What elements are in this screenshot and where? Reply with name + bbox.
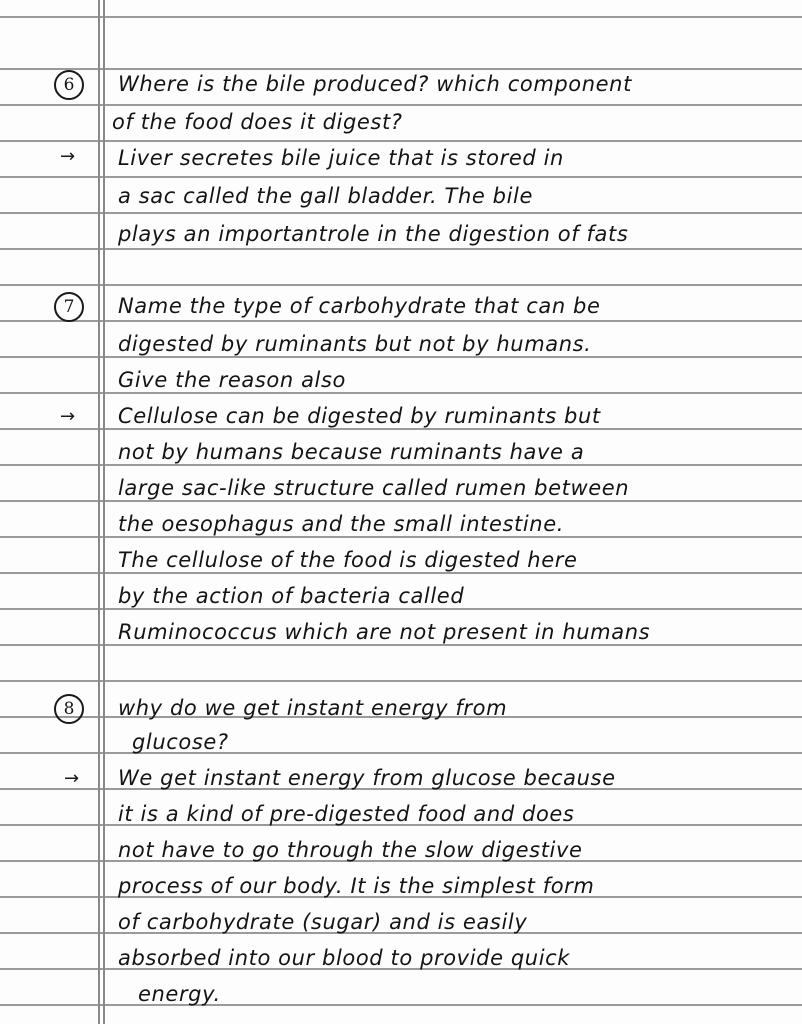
answer-7-line-7: Ruminococcus which are not present in humans (118, 620, 651, 644)
margin-line (98, 0, 100, 1024)
answer-6-line-3: plays an importantrole in the digestion of fats (118, 222, 629, 246)
answer-7-line-4: the oesophagus and the small intestine. (118, 512, 565, 536)
answer-7-line-1: Cellulose can be digested by ruminants but (118, 404, 601, 428)
question-number-6: 6 (54, 70, 84, 100)
answer-8-line-6: absorbed into our blood to provide quick (118, 946, 571, 970)
answer-8-line-2: it is a kind of pre-digested food and does (118, 802, 575, 826)
question-7-line-1: Name the type of carbohydrate that can be (118, 294, 601, 318)
answer-7-line-3: large sac-like structure called rumen between (118, 476, 630, 500)
answer-6-line-2: a sac called the gall bladder. The bile (118, 184, 533, 208)
question-7-line-3: Give the reason also (118, 368, 346, 392)
question-6-line-1: Where is the bile produced? which component (118, 72, 632, 96)
arrow-icon: → (60, 406, 76, 427)
question-number-7: 7 (54, 292, 84, 322)
question-8-line-1: why do we get instant energy from (118, 696, 508, 720)
answer-8-line-1: We get instant energy from glucose because (118, 766, 616, 790)
arrow-icon: → (60, 146, 76, 167)
question-8-line-2: glucose? (132, 730, 229, 754)
answer-7-line-5: The cellulose of the food is digested here (118, 548, 578, 572)
answer-7-line-6: by the action of bacteria called (118, 584, 465, 608)
answer-8-line-5: of carbohydrate (sugar) and is easily (118, 910, 528, 934)
answer-8-line-7: energy. (138, 982, 221, 1006)
answer-8-line-4: process of our body. It is the simplest form (118, 874, 595, 898)
answer-7-line-2: not by humans because ruminants have a (118, 440, 585, 464)
question-number-8: 8 (54, 694, 84, 724)
question-6-line-2: of the food does it digest? (112, 110, 403, 134)
question-7-line-2: digested by ruminants but not by humans. (118, 332, 592, 356)
answer-8-line-3: not have to go through the slow digestive (118, 838, 583, 862)
answer-6-line-1: Liver secretes bile juice that is stored in (118, 146, 564, 170)
margin-line (103, 0, 105, 1024)
arrow-icon: → (64, 768, 80, 789)
